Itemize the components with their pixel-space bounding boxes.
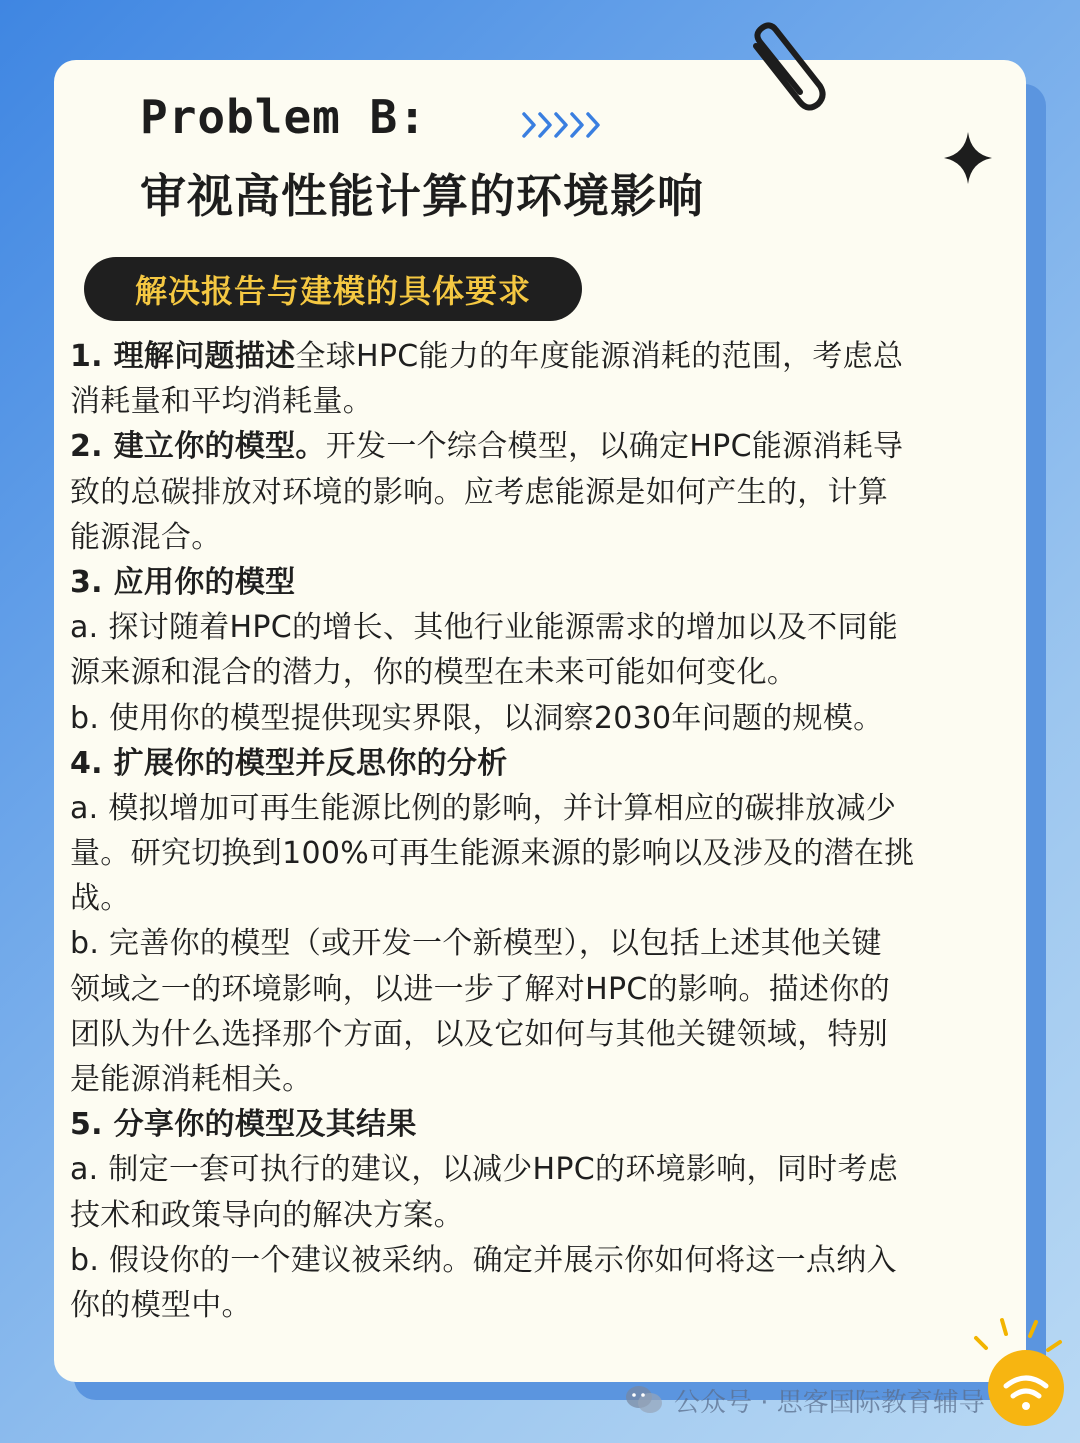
- line-text: b. 使用你的模型提供现实界限，以洞察2030年问题的规模。: [70, 700, 884, 736]
- text-line: [70, 1057, 990, 1102]
- text-line: [70, 921, 990, 966]
- watermark: [624, 1382, 985, 1418]
- page-title-en: Problem B:: [140, 90, 427, 144]
- wechat-icon: [624, 1384, 664, 1416]
- line-text: 团队为什么选择那个方面，以及它如何与其他关键领域，特别: [70, 1016, 889, 1052]
- line-text: 源来源和混合的潜力，你的模型在未来可能如何变化。: [70, 655, 798, 691]
- line-text: 是能源消耗相关。: [70, 1062, 313, 1097]
- text-line: [70, 876, 990, 921]
- text-line: [70, 424, 990, 469]
- line-text: 你的模型中。: [70, 1287, 252, 1323]
- line-heading: 4. 扩展你的模型并反思你的分析: [70, 745, 508, 781]
- line-text: 战。: [70, 881, 131, 917]
- line-heading: 1. 理解问题描述: [70, 339, 296, 374]
- line-heading: 3. 应用你的模型: [70, 564, 296, 600]
- line-text: 消耗量和平均消耗量。: [70, 384, 373, 420]
- section-pill: [84, 257, 582, 321]
- line-text: 量。研究切换到100%可再生能源来源的影响以及涉及的潜在挑: [70, 836, 915, 872]
- line-heading: 5. 分享你的模型及其结果: [70, 1107, 417, 1143]
- requirements-list: [70, 334, 990, 1328]
- line-heading: 2. 建立你的模型。: [70, 429, 326, 465]
- lightbulb-icon: [956, 1316, 1076, 1443]
- text-line: [70, 1012, 990, 1057]
- text-line: [70, 515, 990, 560]
- text-line: [70, 967, 990, 1012]
- chevrons-icon: [520, 108, 612, 142]
- line-text: a. 制定一套可执行的建议，以减少HPC的环境影响，同时考虑: [70, 1152, 899, 1188]
- line-text: 技术和政策导向的解决方案。: [70, 1197, 464, 1233]
- paperclip-icon: [730, 18, 830, 118]
- text-line: [70, 605, 990, 650]
- text-line: [70, 741, 990, 786]
- watermark-text: 公众号 · 思客国际教育辅导: [674, 1387, 985, 1418]
- line-text: 致的总碳排放对环境的影响。应考虑能源是如何产生的，计算: [70, 474, 889, 510]
- text-line: [70, 696, 990, 741]
- text-line: [70, 470, 990, 515]
- text-line: [70, 1147, 990, 1192]
- text-line: [70, 560, 990, 605]
- sparkle-icon: [944, 132, 992, 184]
- line-text: 开发一个综合模型，以确定HPC能源消耗导: [325, 429, 904, 465]
- text-line: [70, 786, 990, 831]
- line-text: 全球HPC能力的年度能源消耗的范围，考虑总: [295, 339, 904, 374]
- text-line: [70, 1238, 990, 1283]
- text-line: [70, 379, 990, 424]
- text-line: [70, 1102, 990, 1147]
- line-text: a. 模拟增加可再生能源比例的影响，并计算相应的碳排放减少: [70, 790, 897, 826]
- text-line: [70, 1283, 990, 1328]
- text-line: [70, 334, 990, 379]
- line-text: a. 探讨随着HPC的增长、其他行业能源需求的增加以及不同能: [70, 610, 899, 646]
- line-text: 领域之一的环境影响，以进一步了解对HPC的影响。描述你的: [70, 971, 890, 1007]
- text-line: [70, 650, 990, 695]
- line-text: 能源混合。: [70, 519, 222, 555]
- line-text: b. 假设你的一个建议被采纳。确定并展示你如何将这一点纳入: [70, 1242, 897, 1278]
- line-text: b. 完善你的模型（或开发一个新模型），以包括上述其他关键: [70, 926, 882, 962]
- section-pill-label: 解决报告与建模的具体要求: [134, 272, 531, 310]
- text-line: [70, 831, 990, 876]
- text-line: [70, 1193, 990, 1238]
- page-title-cn: 审视高性能计算的环境影响: [140, 169, 704, 223]
